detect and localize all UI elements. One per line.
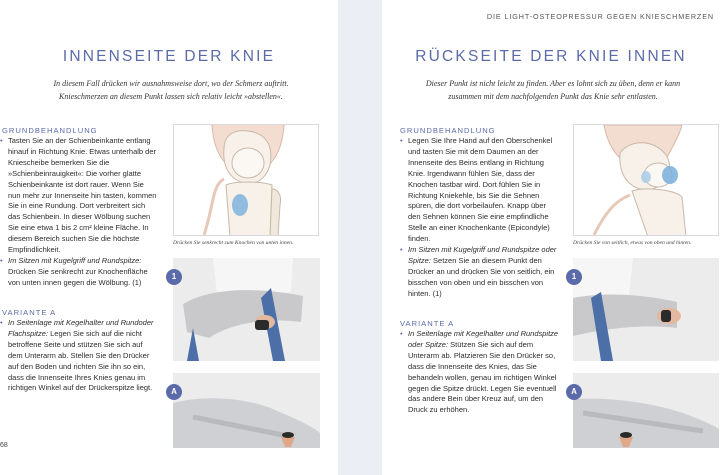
left-variant-text — [0, 318, 158, 394]
running-head: DIE LIGHT-OSTEOPRESSUR GEGEN KNIESCHMERZEN — [486, 12, 714, 21]
left-illustration-caption: Drücken Sie senkrecht zum Knochen von unten innen. — [173, 240, 294, 246]
side-lying-person-drawing — [173, 373, 320, 448]
left-basic-step1: • Tasten Sie an der Schienbeinkante entlang hinauf in Richtung Knie. Etwas unterhalb der Kniescheibe bemerken Sie die »Schienbeinrauigkeit«: Die vorher glatte Schienbeinkante ist dort rauer. Wenn Sie nun mehr zur Innenseite hin tasten, kommen Sie in eine Rundung. Dort verbreitert sich das Schienbein. In dieser Wölbung suchen Sie eine etwa 1 bis 2 cm² kleine Fläche. In diesem Bereich suchen Sie die höchste Empfindlichkeit. — [0, 136, 158, 256]
left-basic-step2-lead: Im Sitzen mit Kugelgriff und Rundspitze: — [8, 255, 142, 265]
knee-side-bones-drawing — [574, 125, 719, 236]
right-basic-text — [400, 136, 560, 300]
left-variant-heading: VARIANTE A — [2, 308, 57, 317]
right-page — [382, 0, 720, 475]
right-basic-step2 — [400, 245, 560, 300]
right-illustration-caption: Drücken Sie von seitlich, etwas von oben und hinten. — [573, 240, 692, 246]
left-page — [0, 0, 338, 475]
photo-side-lying-treatment-right — [573, 373, 719, 448]
left-intro: In diesem Fall drücken wir ausnahmsweise dort, wo der Schmerz auftritt. Knieschmerzen an diesem Punkt lassen sich relativ leicht »abstellen«. — [53, 79, 289, 101]
seated-person-drawing-right — [573, 258, 719, 361]
side-lying-person-drawing-right — [573, 373, 719, 448]
step-1-badge-right: 1 — [566, 269, 582, 285]
left-variant-step1 — [0, 318, 158, 394]
variant-a-badge-right: A — [566, 384, 582, 400]
step-1-badge-left: 1 — [166, 269, 182, 285]
right-variant-step1-text: Stützen Sie sich auf dem Unterarm ab. Platzieren Sie den Drücker so, dass die Innenseite des Knies, das Sie behandeln wollen, genau im richtigen Winkel gegen die Spitze drückt. Legen Sie eventuell das andere Bein über Kreuz auf, um den Druck zu erhöhen. — [408, 339, 557, 415]
left-basic-text — [0, 136, 158, 289]
right-basic-step1: • Legen Sie Ihre Hand auf den Oberschenkel und tasten Sie mit dem Daumen an der Innenseite des Beins entlang in Richtung Knie. Irgendwann fühlen Sie, dass der Knochen tastbar wird. Dort fühlen Sie in Richtung Kniekehle, bis Sie die Sehnen spüren, die dort vorbeilaufen. Knapp über den Sehnen können Sie eine empfindliche Stelle an einer Knochenkante (Epicondyle) finden. — [400, 136, 560, 245]
right-variant-heading: VARIANTE A — [400, 319, 455, 328]
right-variant-text — [400, 329, 560, 416]
knee-bones-drawing — [174, 125, 319, 236]
right-intro: Dieser Punkt ist nicht leicht zu finden. Aber es lohnt sich zu üben, denn er kann zusammen mit dem nachfolgenden Punkt das Knie sehr entlasten. — [425, 79, 681, 101]
photo-side-lying-treatment-left — [173, 373, 320, 448]
left-page-title: INNENSEITE DER KNIE — [62, 48, 276, 65]
left-variant-step1-text: Legen Sie sich auf die nicht betroffene Seite und stützen Sie sich auf dem Unterarm ab. Stellen Sie den Drücker auf den Boden und richten Sie ihn so ein, dass die Innenseite Ihres Knies genau im richtigen Winkel auf der Drückerspitze liegt. — [8, 328, 153, 393]
photo-seated-treatment-left — [173, 258, 320, 361]
knee-anatomy-illustration-left — [173, 124, 319, 236]
knee-anatomy-illustration-right — [573, 124, 719, 236]
right-page-title: RÜCKSEITE DER KNIE INNEN — [415, 48, 687, 65]
right-variant-step1-lead: In Seitenlage mit Kegelhalter und Rundspitze oder Spitze: — [408, 329, 559, 349]
photo-seated-treatment-right — [573, 258, 719, 361]
left-variant-step1-lead: In Seitenlage mit Kegelhalter und Rundoder Flachspitze: — [8, 318, 154, 338]
variant-a-badge-left: A — [166, 384, 182, 400]
right-basic-heading: GRUNDBEHANDLUNG — [400, 126, 496, 135]
left-basic-heading: GRUNDBEHANDLUNG — [2, 126, 98, 135]
page-number: 68 — [0, 442, 8, 449]
right-basic-step2-text: Setzen Sie an diesem Punkt den Drücker an und drücken Sie von seitlich, ein bisschen von oben und ein bisschen von hinten. (1) — [408, 255, 555, 298]
book-gutter — [338, 0, 382, 475]
right-basic-step2-lead: Im Sitzen mit Kugelgriff und Rundspitze oder Spitze: — [408, 245, 557, 265]
left-basic-step2 — [0, 256, 158, 289]
left-basic-step2-text: Drücken Sie senkrecht zur Knochenfläche von unten innen gegen die Wölbung. (1) — [8, 266, 148, 287]
seated-person-drawing — [173, 258, 320, 361]
right-variant-step1 — [400, 329, 560, 416]
